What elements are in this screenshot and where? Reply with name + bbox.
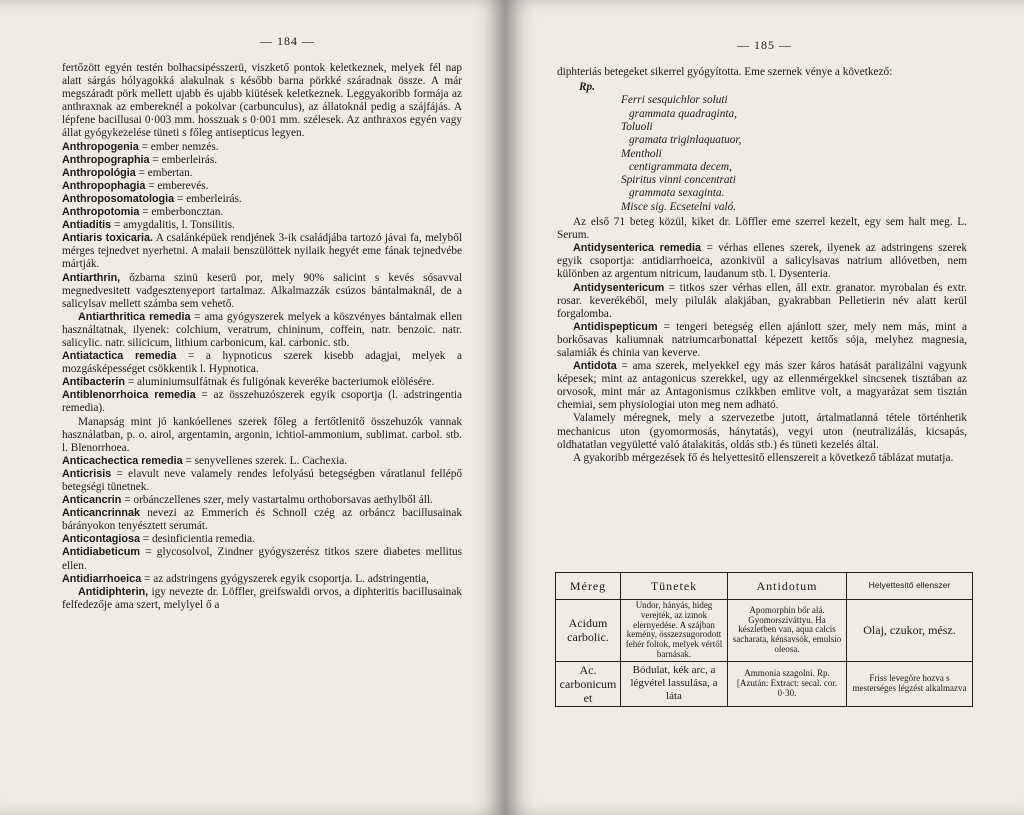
rx-label: Rp. — [579, 81, 596, 94]
entry-paragraph — [557, 360, 967, 412]
antidote-table-wrap — [555, 572, 973, 707]
intro-paragraph: diphteriás betegeket sikerrel gyógyította. Eme szernek vénye a következő: — [557, 66, 893, 78]
after-prescription-paragraph: Az első 71 beteg közül, kiket dr. Löffler eme szerrel kezelt, egy sem halt meg. L. Serum. — [557, 216, 967, 242]
entry-headword: Anticancrin — [62, 494, 122, 507]
entry-paragraph — [62, 546, 462, 572]
entry-paragraph — [557, 282, 967, 321]
entry-text: nevezi az Emmerich és Schnoll czég az orbáncz bacillusainak bárányokon tenyésztett serumát. — [62, 507, 462, 533]
entry-list — [557, 242, 967, 465]
entry-text: = az adstringens gyógyszerek egyik csoportja. L. adstringentia, — [141, 572, 429, 585]
prescription-line: Ferri sesquichlor soluti — [621, 94, 728, 107]
entry-headword: Antidota — [573, 360, 617, 373]
table-cell: Friss levegőre hozva s mesterséges légzést alkalmazva — [847, 661, 973, 706]
entry-headword: Anticontagiosa — [62, 533, 140, 546]
entry-text: igy nevezte dr. Löffler, greifswaldi orvos, a diphteritis bacillusainak felfedezője ama szert, melylyel ő a — [62, 585, 462, 611]
entry-paragraph — [62, 167, 462, 180]
entry-text: = emberleirás. — [174, 192, 242, 205]
entry-text: őzbarna szinü keserü por, mely 90% salicint s kevés sósavval megnedvesitett vadgesztenyeport tartalmaz. Alkalmazzák csúzos bántalmaknál, de a salicylsav mellett számba sem vehető. — [62, 271, 462, 310]
prescription-line: Toluoli — [621, 120, 653, 133]
column-header: Antidotum — [728, 573, 847, 600]
entry-paragraph — [62, 193, 462, 206]
prescription-block — [579, 81, 967, 214]
entry-text: Manapság mint jó kankóellenes szerek főleg a fertőtlenitő összehuzók vannak használatban, p. o. airol, argentamin, argonin, ichtiol-ammonium, sublimat. carbol. stb. l. Blenorrhoea. — [62, 415, 462, 454]
entry-paragraph — [62, 573, 462, 586]
entry-headword: Antidysenterica remedia — [573, 242, 702, 255]
entry-paragraph — [62, 219, 462, 232]
entry-headword: Antiaditis — [62, 219, 112, 232]
right-page-text — [557, 66, 967, 465]
entry-headword: Antiarthritica remedia — [78, 310, 191, 323]
prescription-line: Mentholi — [621, 147, 662, 160]
entry-headword: Anthropológia — [62, 166, 136, 179]
prescription-line: grammata sexaginta. — [629, 187, 725, 200]
entry-text: = az összehuzószerek egyik csoportja (l. adstringentia remedia). — [62, 389, 463, 415]
entry-text: Valamely méregnek, mely a szervezetbe jutott, ártalmatlanná tétele történhetik mechanicus uton (gyomormosás, hánytatás), vegyi uton (neutralizálás, kicsapás, oldhatatlan vegyületté való átalakitás, oldás stb.) és tüneti kezelés által. — [557, 412, 967, 451]
entry-paragraph — [62, 455, 462, 468]
table-cell: Apomorphin bőr alá. Gyomorsziváttyu. Ha készletben van, aqua calcis sacharata, kénsavsók, emulsio oleosa. — [728, 600, 847, 662]
table-cell: Bódulat, kék arc, a légvétel lassulása, a láta — [621, 661, 728, 706]
prescription-lines — [621, 94, 967, 214]
entry-paragraph — [62, 350, 462, 376]
table-row — [556, 661, 973, 706]
entry-headword: Antidiabeticum — [62, 546, 140, 559]
antidote-table — [555, 572, 973, 707]
entry-paragraph — [557, 242, 967, 281]
entry-headword: Anthropophagia — [62, 179, 146, 192]
page-number: — 184 — — [260, 34, 315, 48]
prescription-line: grammata quadraginta, — [629, 107, 737, 120]
entry-text: = orbánczellenes szer, mely vastartalmu orthoborsavas aethylből áll. — [121, 494, 433, 507]
entry-text: = senyvellenes szerek. L. Cachexia. — [182, 454, 348, 467]
entry-paragraph — [62, 416, 462, 455]
entry-text: = aluminiumsulfátnak és fuligónak keveréke bacteriumok elölésére. — [125, 376, 435, 389]
entry-text: = tengeri betegség ellen ajánlott szer, mely nem más, mint a borkősavas kaliumnak natriumcarbonattal képezett kettős sója, melyhez magnesia, salamiák és chinia van keverve. — [557, 320, 967, 359]
page-number: — 185 — — [737, 38, 792, 52]
table-cell: Olaj, czukor, mész. — [847, 600, 973, 662]
entry-text: = amygdalitis, l. Tonsilitis. — [111, 219, 235, 232]
entry-paragraph — [62, 468, 462, 494]
entry-list — [62, 141, 462, 612]
entry-headword: Anticachectica remedia — [62, 454, 183, 467]
entry-headword: Antiblenorrhoica remedia — [62, 389, 196, 402]
entry-paragraph — [62, 389, 462, 415]
prescription-line: Misce sig. Ecsetelni való. — [621, 200, 737, 213]
entry-text: = emberboncztan. — [139, 206, 224, 219]
entry-paragraph — [62, 533, 462, 546]
table-row — [556, 600, 973, 662]
entry-headword: Antidysentericum — [573, 281, 665, 294]
entry-paragraph — [557, 321, 967, 360]
left-page-text — [62, 62, 462, 612]
entry-text: = ama gyógyszerek melyek a köszvényes bántalmak ellen használtatnak, ilyenek: colchium, veratrum, chininum, coffein, natr. benzoic. natr. salicylic. natr. silicicum, lithium carbonicum, kal. carbonic. stb. — [62, 310, 462, 349]
entry-paragraph — [62, 180, 462, 193]
entry-text: = desinficientia remedia. — [139, 533, 255, 546]
entry-paragraph — [62, 507, 462, 533]
entry-paragraph — [62, 206, 462, 219]
entry-paragraph — [62, 586, 462, 612]
entry-headword: Antiaris toxicaria. — [62, 232, 154, 245]
entry-paragraph — [62, 494, 462, 507]
prescription-line: Spiritus vinni concentrati — [621, 174, 736, 187]
entry-paragraph — [62, 272, 462, 311]
entry-headword: Anthroposomatologia — [62, 192, 175, 205]
entry-headword: Antidiphterin, — [78, 585, 149, 598]
entry-paragraph — [62, 376, 462, 389]
entry-text: = titkos szer vérhas ellen, áll extr. granator. myrobalan és extr. rosar. keverékéből, mely pilulák alakjában, gyakrabban Pelletierin név alatt kerül forgalomba. — [557, 281, 967, 320]
entry-headword: Anthropogenia — [62, 140, 139, 153]
intro-paragraph: fertőzött egyén testén bolhacsipésszerü, viszkető pontok keletkeznek, melyek fél nap alatt sárgás hólyagokká alakulnak s később barna pörkké száradnak össze. A már megszáradt pörk mellett ujabb és ujabb kiütések keletkeznek. Leggyakoribb formája az anthraxnak az embereknél a pokolvar (carbunculus), az állatoknál pedig a szájfájás. A lépfene bacillusai 0·003 mm. hosszuak s 0·001 mm. szélesek. Az anthraxos egyén vagy állat gyógykezelése tüneti s főleg antisepticus legyen. — [62, 62, 462, 140]
entry-text: A csalánképüek rendjének 3-ik családjába tartozó jávai fa, melyből mérges tejnedvet nyerhetni. A malaii benszülöttek nyilaik hegyét eme fának tejnedvébe mártják. — [62, 232, 462, 271]
column-header: Helyettesitő ellenszer — [847, 573, 973, 600]
entry-headword: Anticancrinnak — [62, 507, 140, 520]
entry-paragraph — [62, 141, 462, 154]
table-header-row — [556, 573, 973, 600]
entry-headword: Antibacterin — [62, 376, 125, 389]
entry-headword: Anthropotomia — [62, 206, 140, 219]
entry-text: = embertan. — [135, 166, 193, 179]
prescription-line: centigrammata decem, — [629, 160, 732, 173]
table-cell: Ac. carbonicum et — [556, 661, 621, 706]
entry-headword: Antidiarrhoeica — [62, 572, 142, 585]
entry-text: = emberleirás. — [149, 153, 218, 166]
table-cell: Undor, hányás, hideg verejték, az izmok elernyedése. A szájban kemény, összezsugorodott fehér foltok, melyek vértől barnásak. — [621, 600, 728, 662]
entry-headword: Antidispepticum — [573, 320, 658, 333]
entry-paragraph — [557, 452, 967, 465]
prescription-line: gramata triginlaquatuor, — [629, 134, 742, 147]
right-page — [505, 0, 1024, 815]
entry-paragraph — [557, 412, 967, 451]
entry-paragraph — [62, 311, 462, 350]
entry-headword: Anthropographia — [62, 153, 150, 166]
entry-text: = vérhas ellenes szerek, ilyenek az adstringens szerek egyik csoportja: antidiarrhoeica, azonkivül a salicylsavas natrium allóvetben, nem különben az argentum nitricum, laudanum stb. l. Dysenteria. — [557, 242, 967, 281]
entry-text: = emberevés. — [145, 179, 209, 192]
entry-text: = a hypnoticus szerek kisebb adagjai, melyek a mozgásképességet csökkentik l. Hypnotica. — [62, 350, 462, 376]
entry-paragraph — [62, 232, 462, 271]
entry-headword: Anticrisis — [62, 467, 112, 480]
entry-text: = glycosolvol, Zindner gyógyszerész titkos szere diabetes mellitus ellen. — [62, 546, 462, 572]
entry-text: = ember nemzés. — [138, 140, 219, 153]
table-cell: Ammonia szagolni. Rp. [Azután: Extract: secal. cor. 0·30. — [728, 661, 847, 706]
left-page — [0, 0, 505, 815]
entry-text: = ama szerek, melyekkel egy más szer káros hatását paralizálni vagyunk képesek; mint az antagonicus szerekkel, ugy az ellenmérgekkel sincsenek tisztában az orvosok, mint már az Antagonismus czikkben emlitve volt, a magyarázat sem tisztán chemiai, sem physiologiai uton meg nem adható. — [557, 360, 967, 412]
table-cell: Acidum carbolic. — [556, 600, 621, 662]
column-header: Méreg — [556, 573, 621, 600]
column-header: Tünetek — [621, 573, 728, 600]
entry-headword: Antiarthrin, — [62, 271, 121, 284]
entry-paragraph — [62, 154, 462, 167]
entry-text: = elavult neve valamely rendes lefolyású betegségben váratlanul fellépő betegségi tünetnek. — [62, 467, 462, 493]
entry-headword: Antiatactica remedia — [62, 350, 177, 363]
entry-text: A gyakoribb mérgezések fő és helyettesitő ellenszereit a következő táblázat mutatja. — [573, 451, 954, 464]
